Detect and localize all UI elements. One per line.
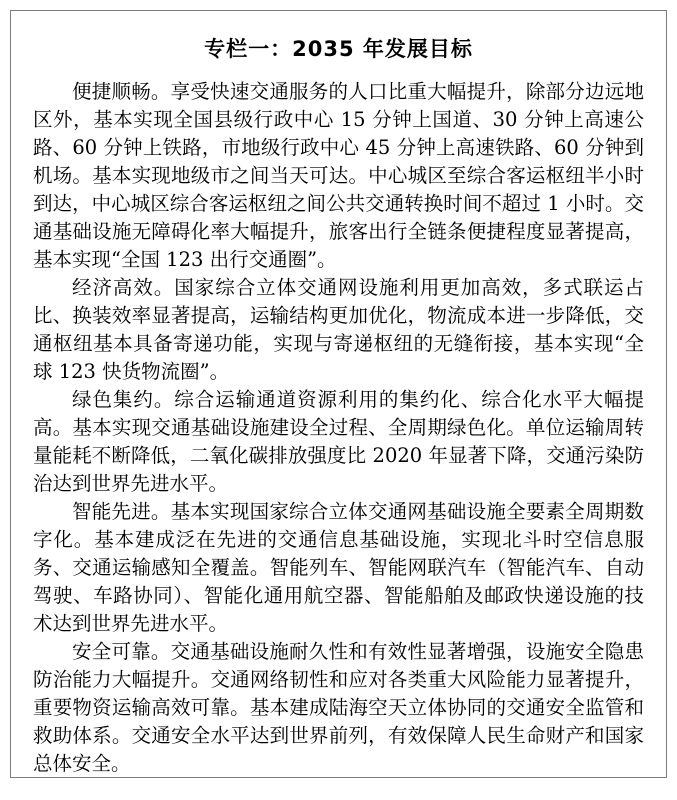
paragraph-smart-advanced: 智能先进。基本实现国家综合立体交通网基础设施全要素全周期数字化。基本建成泛在先进的交通信息基础设施，实现北斗时空信息服务、交通运输感知全覆盖。智能列车、智能网联汽车（智能汽车、自动驾驶、车路协同）、智能化通用航空器、智能船舶及邮政快递设施的技术达到世界先进水平。 bbox=[33, 500, 644, 635]
paragraph-safe-reliable: 安全可靠。交通基础设施耐久性和有效性显著增强，设施安全隐患防治能力大幅提升。交通网络韧性和应对各类重大风险能力显著提升，重要物资运输高效可靠。基本建成陆海空天立体协同的交通安全监管和救助体系。交通安全水平达到世界前列，有效保障人民生命财产和国家总体安全。 bbox=[33, 640, 644, 775]
paragraph-economic-efficient: 经济高效。国家综合立体交通网设施利用更加高效，多式联运占比、换装效率显著提高，运输结构更加优化，物流成本进一步降低，交通枢纽基本具备寄递功能，实现与寄递枢纽的无缝衔接，基本实现“全球 123 快货物流圈”。 bbox=[33, 276, 644, 383]
paragraph-green-intensive: 绿色集约。综合运输通道资源利用的集约化、综合化水平大幅提高。基本实现交通基础设施建设全过程、全周期绿色化。单位运输周转量能耗不断降低，二氧化碳排放强度比 2020 年显著下降，交通污染防治达到世界先进水平。 bbox=[33, 388, 644, 495]
paragraph-convenient-smooth: 便捷顺畅。享受快速交通服务的人口比重大幅提升，除部分边远地区外，基本实现全国县级行政中心 15 分钟上国道、30 分钟上高速公路、60 分钟上铁路，市地级行政中心 45 分钟上高速铁路、60 分钟到机场。基本实现地级市之间当天可达。中心城区至综合客运枢纽半小时到达，中心城区综合客运枢纽之间公共交通转换时间不超过 1 小时。交通基础设施无障碍化率大幅提升，旅客出行全链条便捷程度显著提高，基本实现“全国 123 出行交通圈”。 bbox=[33, 80, 644, 271]
box-title: 专栏一：2035 年发展目标 bbox=[204, 37, 473, 61]
column-box bbox=[10, 10, 667, 778]
